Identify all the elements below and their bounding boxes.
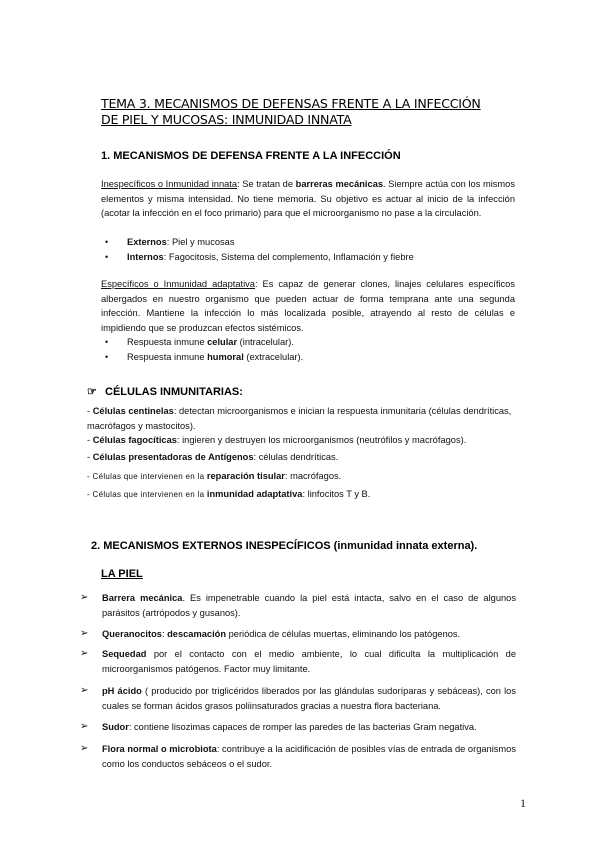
- list-item: - Células centinelas: detectan microorganismos e inician la respuesta inmunitaria (células dendríticas, macrófagos y mastocitos).: [87, 406, 512, 431]
- bullet-icon: •: [105, 251, 109, 262]
- section-1-heading: 1. MECANISMOS DE DEFENSA FRENTE A LA INFECCIÓN: [101, 150, 401, 162]
- inespecificos-paragraph: Inespecíficos o Inmunidad innata: Se tratan de barreras mecánicas. Siempre actúa con los mismos elementos y misma intensidad. No tiene memoria. Su objetivo es actuar al inicio de la infección (acotar la infección en el foco primario) para que el microorganismo no pase a la circulación.: [101, 179, 515, 219]
- pointing-hand-icon: ☞: [87, 386, 97, 398]
- list-item: - Células fagocíticas: ingieren y destruyen los microorganismos (neutrófilos y macrófagos).: [87, 435, 467, 445]
- title-line-1: TEMA 3. MECANISMOS DE DEFENSAS FRENTE A LA INFECCIÓN: [101, 96, 481, 111]
- inespecificos-label: Inespecíficos o Inmunidad innata: [101, 179, 238, 189]
- section-2-heading: 2. MECANISMOS EXTERNOS INESPECÍFICOS (inmunidad innata externa).: [91, 540, 478, 552]
- cells-heading: ☞ CÉLULAS INMUNITARIAS:: [87, 385, 243, 398]
- arrow-bullet-icon: ➢: [80, 648, 89, 659]
- title-line-2: DE PIEL Y MUCOSAS: INMUNIDAD INNATA: [101, 112, 352, 127]
- list-item: ➢ pH ácido ( producido por triglicéridos liberados por las glándulas sudoríparas y sebáceas), con los cuales se forman ácidos grasos poliinsaturados gracias a nuestra flora bacteriana.: [80, 684, 516, 713]
- list-item: ➢ Queranocitos: descamación periódica de células muertas, eliminando los patógenos.: [80, 627, 516, 642]
- inespecificos-bullets: [105, 235, 515, 265]
- list-item: • Respuesta inmune humoral (extracelular).: [105, 350, 515, 365]
- bullet-icon: •: [105, 337, 109, 347]
- list-item: ➢ Sequedad por el contacto con el medio ambiente, lo cual dificulta la multiplicación de microorganismos patógenos. Factor muy limitante.: [80, 647, 516, 676]
- list-item: • Respuesta inmune celular (intracelular).: [105, 335, 515, 350]
- list-item: ➢ Sudor: contiene lisozimas capaces de romper las paredes de las bacterias Gram negativa.: [80, 720, 516, 735]
- list-item: • Internos: Fagocitosis, Sistema del complemento, Inflamación y fiebre: [105, 250, 515, 265]
- arrow-bullet-icon: ➢: [80, 685, 89, 696]
- document-title: [101, 96, 521, 128]
- list-item: ➢ Flora normal o microbiota: contribuye a la acidificación de posibles vías de entrada de organismos como los conductos sebáceos o el sudor.: [80, 742, 516, 771]
- la-piel-heading: LA PIEL: [101, 568, 143, 580]
- list-item: • Externos: Piel y mucosas: [105, 235, 515, 250]
- arrow-bullet-icon: ➢: [80, 628, 89, 639]
- list-item: - Células presentadoras de Antígenos: células dendríticas.: [87, 452, 339, 462]
- arrow-bullet-icon: ➢: [80, 721, 89, 732]
- barreras-mecanicas: barreras mecánicas: [295, 179, 384, 189]
- especificos-paragraph: Específicos o Inmunidad adaptativa: Es capaz de generar clones, linajes celulares específicos albergados en nuestro organismo que pueden actuar de forma temprana ante una segunda infección. Mantiene la infección lo más localizada posible, atrayendo al resto de células e impidiendo que se produzcan efectos sistémicos.: [101, 279, 515, 333]
- bullet-icon: •: [105, 351, 109, 362]
- arrow-bullet-icon: ➢: [80, 592, 89, 603]
- list-item: - Células que intervienen en la inmunidad adaptativa: linfocitos T y B.: [87, 489, 371, 499]
- bullet-icon: •: [105, 237, 109, 247]
- page-number: 1: [520, 796, 526, 810]
- especificos-bullets: [105, 335, 515, 365]
- list-item: ➢ Barrera mecánica. Es impenetrable cuando la piel está intacta, salvo en el caso de algunos parásitos (artrópodos y gusanos).: [80, 591, 516, 620]
- arrow-bullet-icon: ➢: [80, 743, 89, 754]
- list-item: - Células que intervienen en la reparación tisular: macrófagos.: [87, 471, 342, 481]
- especificos-label: Específicos o Inmunidad adaptativa: [101, 279, 255, 289]
